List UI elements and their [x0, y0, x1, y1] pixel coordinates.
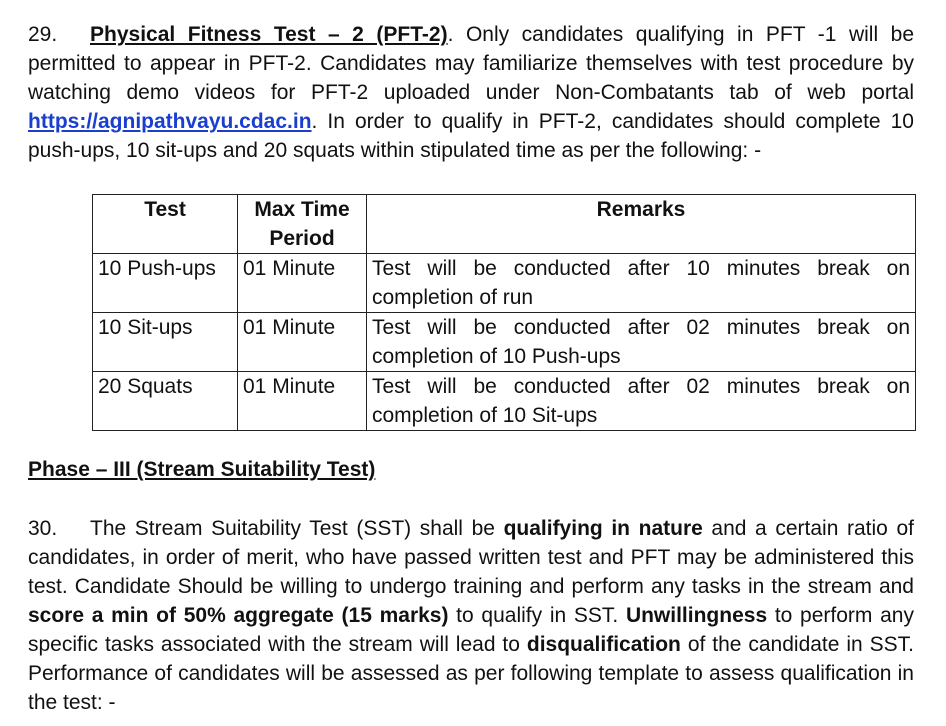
- paragraph-text: . In order to qualify in PFT-2, candidates should complete 10 push-ups, 10 sit-ups and 20 squats within stipulated time as per the following: -: [28, 110, 914, 162]
- cell-remarks: Test will be conducted after 10 minutes break on completion of run: [367, 254, 916, 313]
- paragraph-text: The Stream Suitability Test (SST) shall be: [90, 517, 504, 540]
- cell-time: 01 Minute: [238, 254, 367, 313]
- paragraph-text: and a certain ratio of candidates, in order of merit, who have passed written test and PFT may be administered this test. Candidate Should be willing to undergo training and perform any tasks in the stream and: [28, 517, 914, 598]
- cell-remarks: Test will be conducted after 02 minutes break on completion of 10 Sit-ups: [367, 372, 916, 431]
- paragraph-number: 30.: [28, 517, 58, 540]
- cell-time: 01 Minute: [238, 372, 367, 431]
- cell-test: 10 Push-ups: [93, 254, 238, 313]
- bold-text: disqualification: [526, 633, 681, 656]
- table-row: [93, 372, 916, 431]
- paragraph-number: 29.: [28, 23, 58, 46]
- column-header-remarks: Remarks: [367, 195, 916, 254]
- paragraph-text: of the candidate in SST. Performance of candidates will be assessed as per following template to assess qualification in the test: -: [28, 633, 914, 714]
- column-header-test: Test: [93, 195, 238, 254]
- bold-text: Unwillingness: [625, 604, 768, 627]
- paragraph-text: to qualify in SST.: [448, 604, 626, 627]
- table-header-row: [93, 195, 916, 254]
- bold-text: qualifying in nature: [503, 517, 703, 540]
- column-header-max-time: Max Time Period: [238, 195, 367, 254]
- paragraph-text: . Only candidates qualifying in PFT -1 will be permitted to appear in PFT-2. Candidates may familiarize themselves with test procedure by watching demo videos for PFT-2 uploaded under Non-Combatants tab of web portal: [28, 23, 915, 104]
- cell-remarks: Test will be conducted after 02 minutes break on completion of 10 Push-ups: [367, 313, 916, 372]
- cell-test: 20 Squats: [93, 372, 238, 431]
- cell-time: 01 Minute: [238, 313, 367, 372]
- cell-test: 10 Sit-ups: [93, 313, 238, 372]
- pft2-title: Physical Fitness Test – 2 (PFT-2): [90, 23, 448, 46]
- paragraph-text: to perform any specific tasks associated with the stream will lead to: [28, 604, 914, 656]
- bold-text: score a min of 50% aggregate (15 marks): [28, 604, 449, 627]
- pft2-table: [92, 194, 916, 431]
- phase-3-heading: Phase – III (Stream Suitability Test): [28, 458, 376, 481]
- paragraph-30: [28, 514, 914, 717]
- portal-link[interactable]: https://agnipathvayu.cdac.in: [28, 110, 312, 133]
- table-row: [93, 313, 916, 372]
- table-row: [93, 254, 916, 313]
- paragraph-29: [28, 20, 914, 165]
